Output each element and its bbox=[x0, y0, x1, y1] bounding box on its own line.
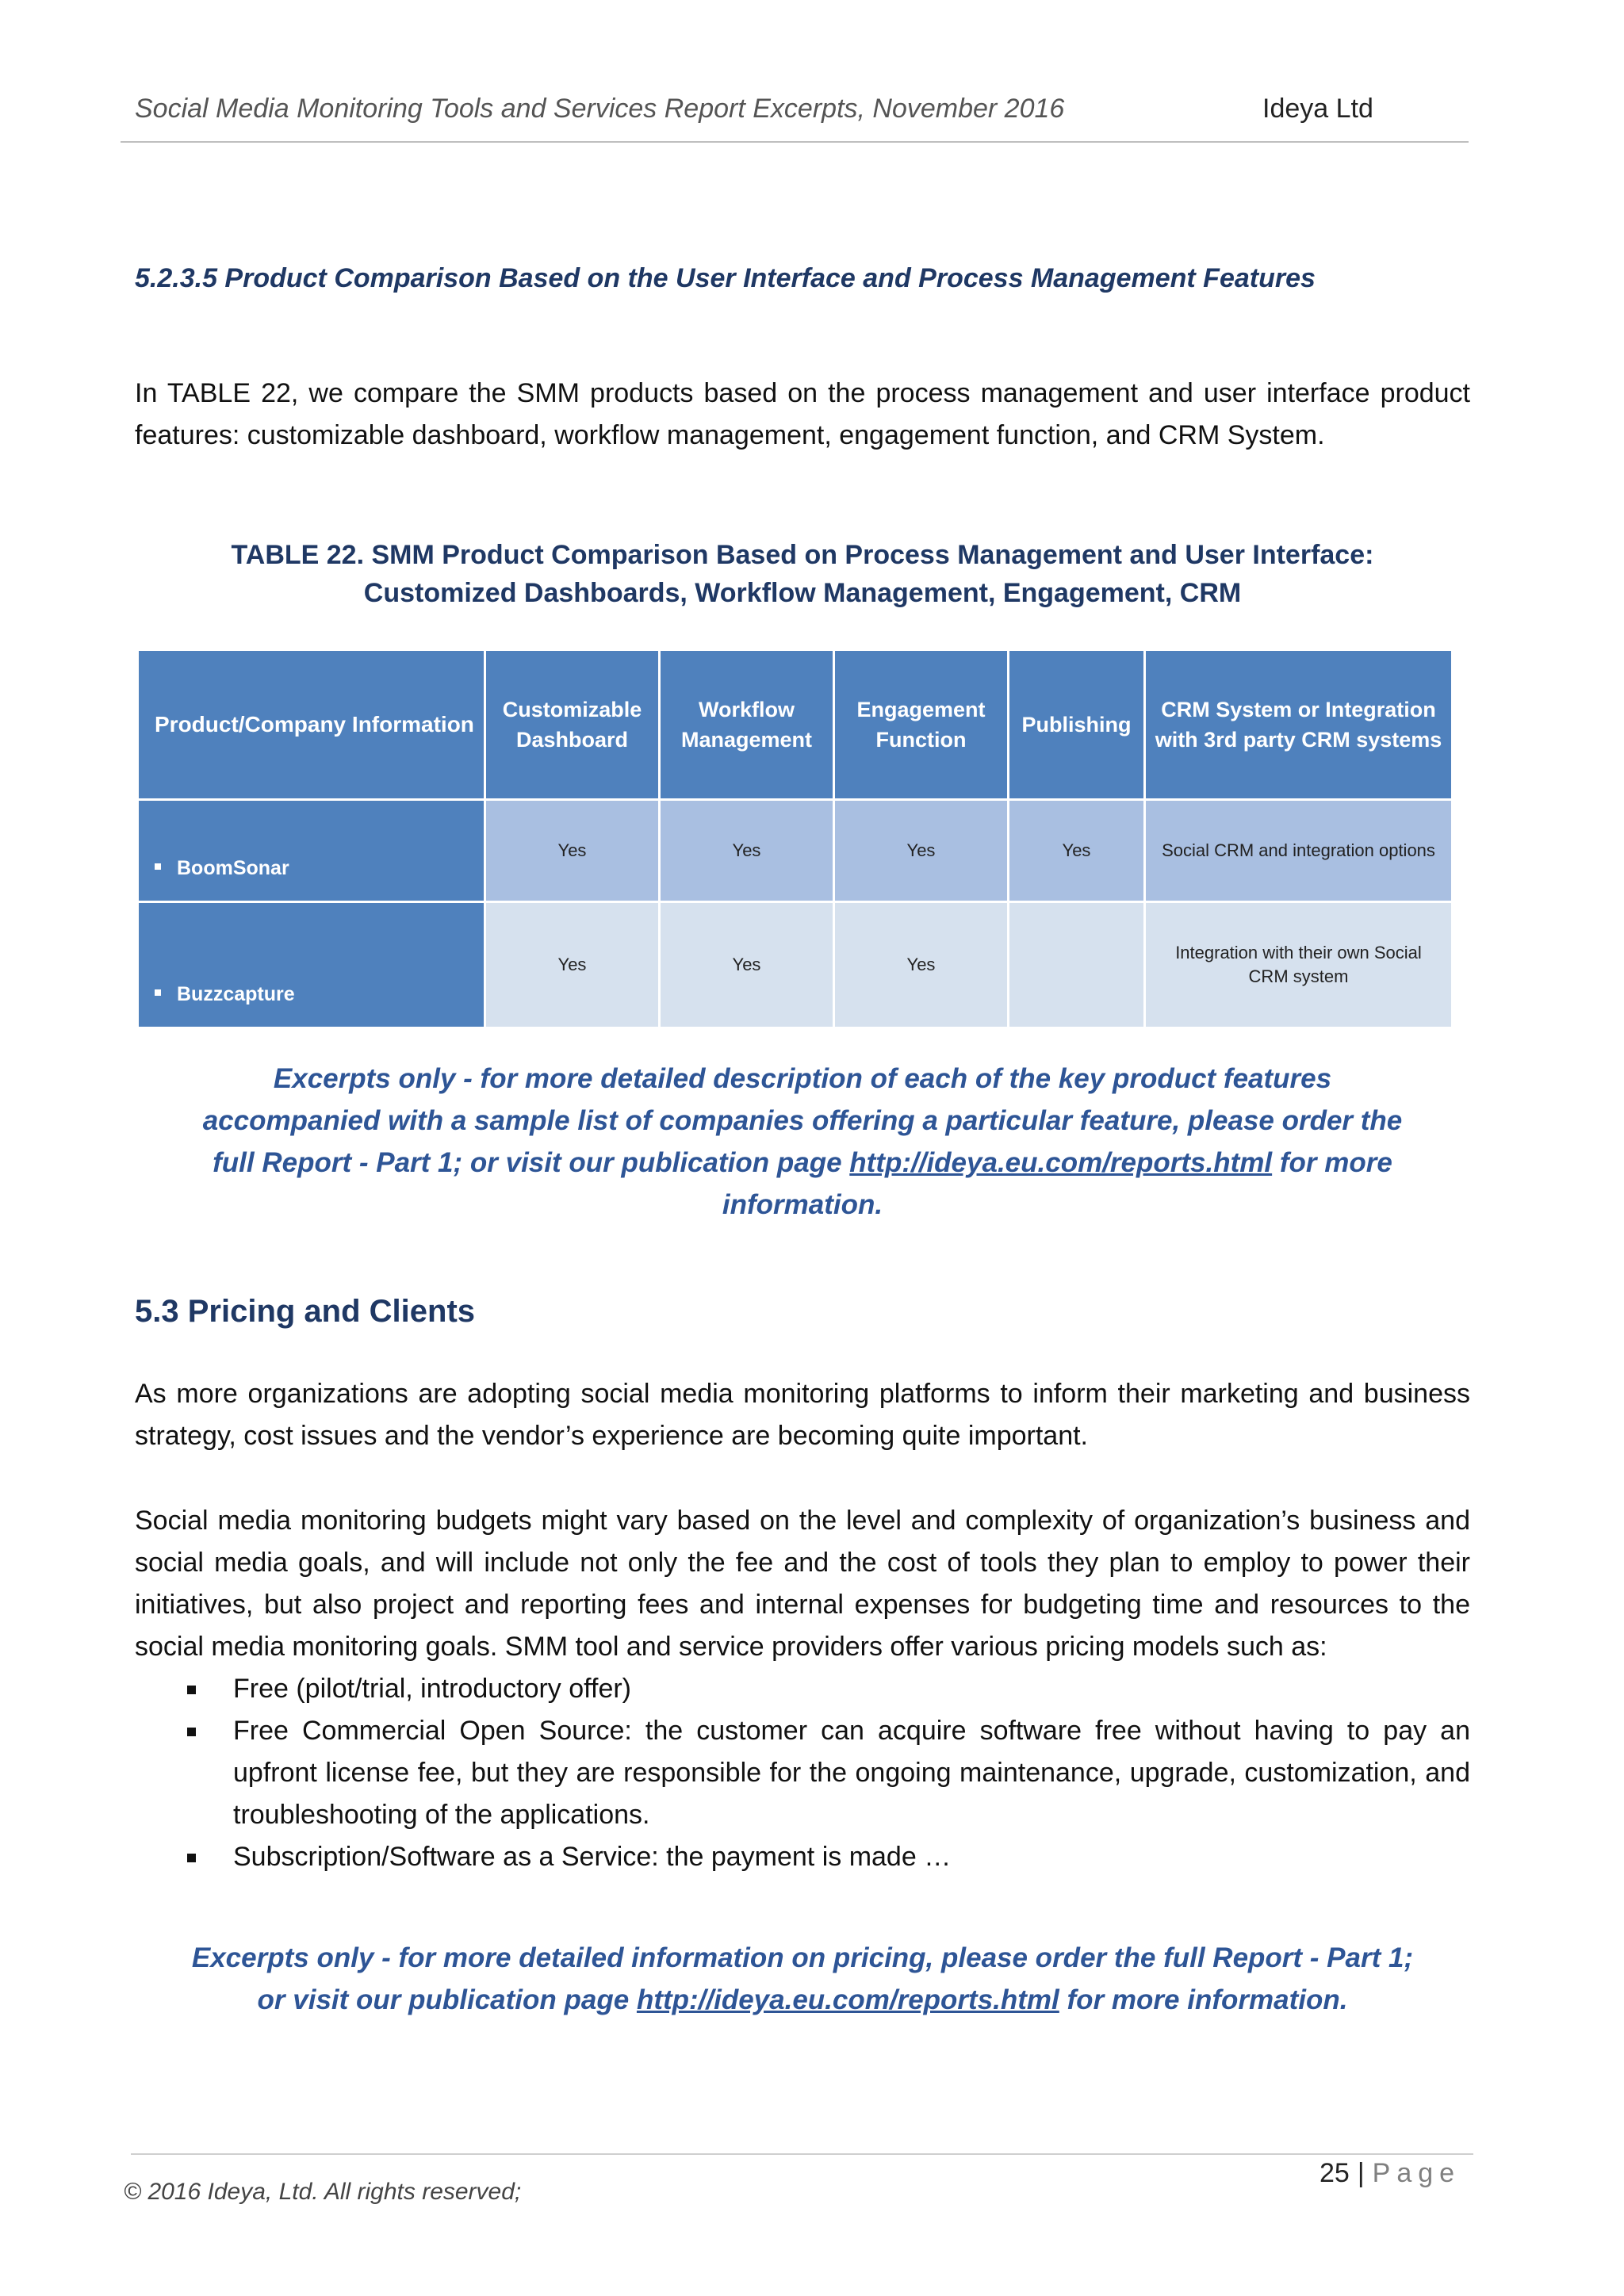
comparison-table bbox=[136, 649, 1454, 1029]
table-row bbox=[138, 902, 1453, 1028]
excerpt-note-tail: for more information. bbox=[722, 1147, 1392, 1220]
table-cell: Yes bbox=[834, 800, 1009, 902]
product-name-cell bbox=[138, 800, 485, 902]
table-cell: Social CRM and integration options bbox=[1145, 800, 1453, 902]
pricing-models-list bbox=[181, 1668, 1470, 1878]
intro-paragraph: In TABLE 22, we compare the SMM products based on the process management and user interface product features: customizable dashboard, workflow management, engagement function, and CRM System. bbox=[135, 378, 1470, 450]
running-header-company: Ideya Ltd bbox=[1262, 94, 1373, 124]
bullet-square-icon bbox=[187, 1728, 196, 1736]
list-item bbox=[181, 1710, 1470, 1836]
product-name-cell bbox=[138, 902, 485, 1028]
bullet-square-icon bbox=[187, 1854, 196, 1862]
excerpt-note bbox=[190, 1058, 1415, 1226]
bullet-square-icon bbox=[155, 989, 161, 996]
pricing-paragraph-1: As more organizations are adopting social media monitoring platforms to inform their marketing and business strategy, cost issues and the vendor’s experience are becoming quite important. bbox=[135, 1379, 1470, 1451]
page-number-value: 25 bbox=[1320, 2158, 1350, 2188]
excerpt-note bbox=[190, 1937, 1415, 2021]
table-header-cell: Engagement Function bbox=[834, 650, 1009, 800]
bullet-square-icon bbox=[155, 863, 161, 870]
page-separator: | bbox=[1357, 2158, 1365, 2188]
page-number bbox=[1320, 2158, 1461, 2189]
table-row bbox=[138, 800, 1453, 902]
product-name: BoomSonar bbox=[177, 857, 289, 879]
running-header-title: Social Media Monitoring Tools and Services Report Excerpts, November 2016 bbox=[135, 94, 1065, 124]
footer-divider bbox=[131, 2153, 1473, 2155]
list-item-text: Subscription/Software as a Service: the payment is made … bbox=[233, 1842, 952, 1872]
table-caption bbox=[135, 536, 1470, 612]
product-name: Buzzcapture bbox=[177, 983, 295, 1005]
bullet-square-icon bbox=[187, 1686, 196, 1694]
footer-copyright: © 2016 Ideya, Ltd. All rights reserved; bbox=[124, 2179, 522, 2205]
pricing-paragraph-2: Social media monitoring budgets might vary based on the level and complexity of organization’s business and social media goals, and will include not only the fee and the cost of tools they plan to employ to power their initiatives, but also project and reporting fees and internal expenses for budgeting time and resources to the social media monitoring goals. SMM tool and service providers offer various pricing models such as: bbox=[135, 1506, 1470, 1662]
list-item bbox=[181, 1836, 1470, 1878]
table-cell: Yes bbox=[485, 800, 660, 902]
table-cell bbox=[1009, 902, 1145, 1028]
table-header-cell: CRM System or Integration with 3rd party CRM systems bbox=[1145, 650, 1453, 800]
reports-link[interactable]: http://ideya.eu.com/reports.html bbox=[849, 1147, 1273, 1178]
table-header-cell: Product/Company Information bbox=[138, 650, 485, 800]
table-header-cell: Customizable Dashboard bbox=[485, 650, 660, 800]
subsection-heading: 5.2.3.5 Product Comparison Based on the User Interface and Process Management Features bbox=[135, 263, 1316, 293]
table-header-row bbox=[138, 650, 1453, 800]
table-cell: Yes bbox=[1009, 800, 1145, 902]
table-header-cell: Publishing bbox=[1009, 650, 1145, 800]
excerpt-note-tail: for more information. bbox=[1067, 1984, 1348, 2015]
table-cell: Yes bbox=[660, 800, 834, 902]
section-heading: 5.3 Pricing and Clients bbox=[135, 1294, 476, 1329]
table-cell: Yes bbox=[660, 902, 834, 1028]
list-item bbox=[181, 1668, 1470, 1710]
table-caption-line-2: Customized Dashboards, Workflow Management, Engagement, CRM bbox=[363, 578, 1242, 608]
excerpt-note-text: Excerpts only - for more detailed information on pricing, please order the full Report - Part 1; or visit our publication page bbox=[191, 1942, 1414, 2015]
excerpt-note-text: Excerpts only - for more detailed description of each of the key product features accompanied with a sample list of companies offering a particular feature, please order the full Report - Part 1; or visit our publication page bbox=[202, 1063, 1403, 1178]
header-divider bbox=[121, 141, 1469, 143]
table-cell: Integration with their own Social CRM system bbox=[1145, 902, 1453, 1028]
page-label: Page bbox=[1372, 2158, 1461, 2188]
list-item-text: Free Commercial Open Source: the customer can acquire software free without having to pay an upfront license fee, but they are responsible for the ongoing maintenance, upgrade, customization, and troubleshooting of the applications. bbox=[233, 1716, 1470, 1830]
table-cell: Yes bbox=[834, 902, 1009, 1028]
list-item-text: Free (pilot/trial, introductory offer) bbox=[233, 1674, 631, 1704]
table-caption-line-1: TABLE 22. SMM Product Comparison Based on Process Management and User Interface: bbox=[231, 540, 1374, 570]
table-cell: Yes bbox=[485, 902, 660, 1028]
reports-link[interactable]: http://ideya.eu.com/reports.html bbox=[636, 1984, 1059, 2015]
table-header-cell: Workflow Management bbox=[660, 650, 834, 800]
